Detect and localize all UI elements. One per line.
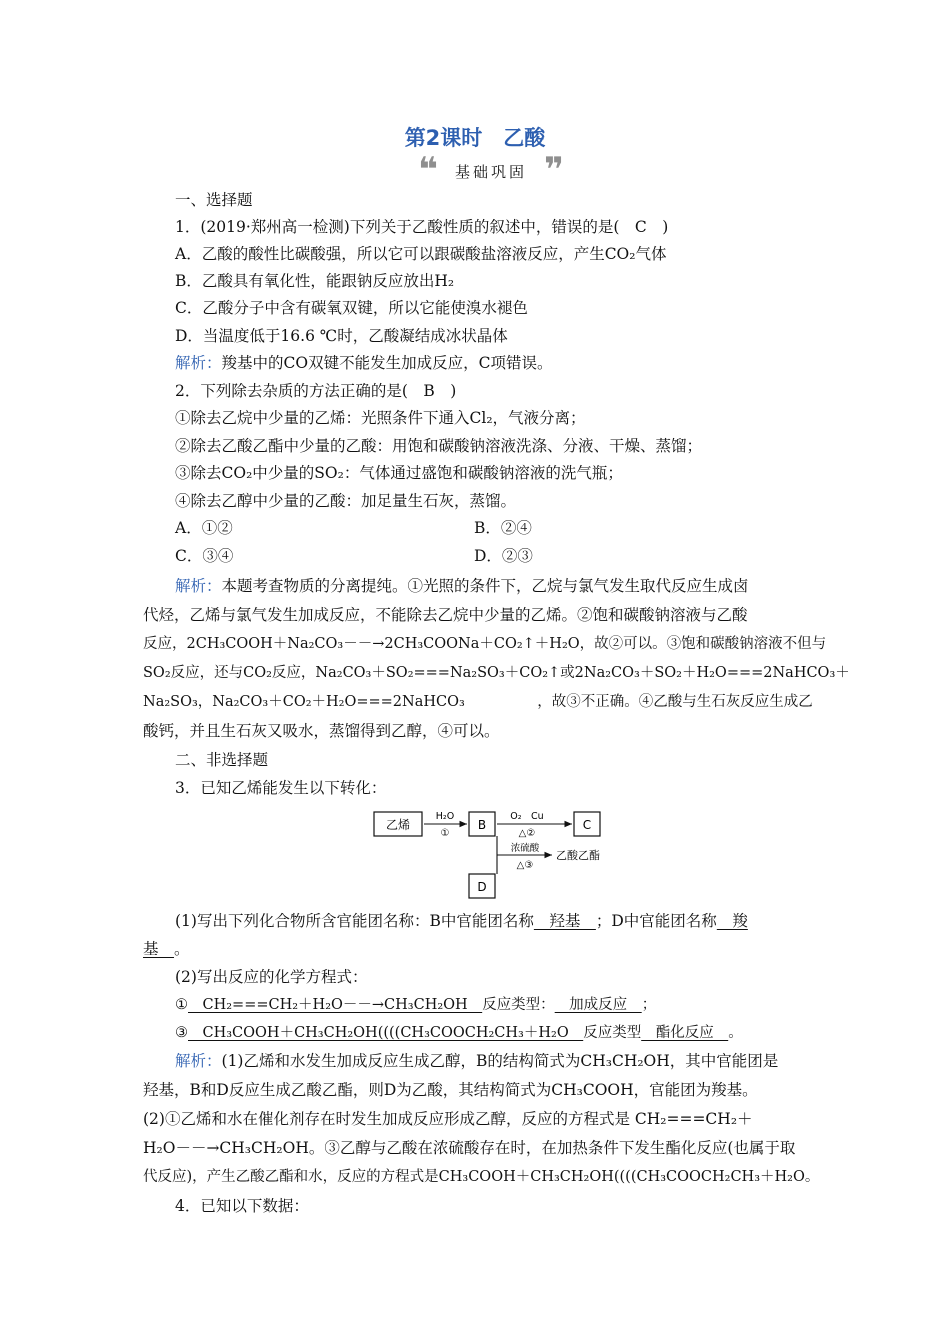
question-stem: 1．(2019·郑州高一检测)下列关于乙酸性质的叙述中，错误的是( C ) (175, 218, 669, 236)
explanation-text: 酸钙，并且生石灰又吸水，蒸馏得到乙醇，④可以。 (143, 722, 500, 740)
section-banner (418, 150, 564, 190)
explanation-text: 本题考查物质的分离提纯。①光照的条件下，乙烷与氯气发生取代反应生成卤 (221, 577, 749, 595)
reaction-type-3-answer: 酯化反应 (641, 1025, 729, 1041)
equation-1-answer: CH₂===CH₂＋H₂O－－→CH₃CH₂OH (188, 997, 483, 1013)
svg-text:B: B (477, 818, 487, 832)
answer-d-group: 羧 (716, 912, 748, 930)
reaction-type-1-answer: 加成反应 (554, 997, 642, 1013)
explanation-text: 羟基，B和D反应生成乙酸乙酯，则D为乙酸，其结构简式为CH₃COOH，官能团为羧基。 (143, 1081, 758, 1099)
explanation-text: (2)①乙烯和水在催化剂存在时发生加成反应形成乙醇，反应的方程式是 CH₂===CH₂＋ (143, 1110, 753, 1128)
answer-d-group-cont: 基 (143, 940, 175, 958)
option-a: A．①② (175, 519, 233, 537)
statement-1: ①除去乙烷中少量的乙烯：光照条件下通入Cl₂，气液分离； (175, 409, 586, 427)
arrow-reaction-2 (497, 811, 572, 839)
explanation (175, 1051, 778, 1071)
option-c: C．乙酸分子中含有碳氧双键，所以它能使溴水褪色 (175, 299, 528, 317)
page-title: 第2课时 乙酸 (404, 126, 546, 150)
node-ethylene (374, 812, 422, 836)
explanation-text: (1)乙烯和水发生加成反应生成乙醇，B的结构简式为CH₃CH₂OH，其中官能团是 (221, 1052, 779, 1070)
explanation (175, 576, 749, 596)
banner-label: 基础巩固 (454, 163, 527, 181)
explanation-text: H₂O－－→CH₃CH₂OH。③乙醇与乙酸在浓硫酸存在时，在加热条件下发生酯化反应(也属于取 (143, 1139, 796, 1157)
svg-text:H₂O: H₂O (435, 811, 455, 822)
svg-text:△③: △③ (516, 860, 534, 871)
statement-3: ③除去CO₂中少量的SO₂：气体通过盛饱和碳酸钠溶液的洗气瓶； (175, 464, 623, 482)
explanation-text: SO₂反应，还与CO₂反应，Na₂CO₃＋SO₂===Na₂SO₃＋CO₂↑或2Na₂CO₃＋SO₂＋H₂O===2NaHCO₃＋ (143, 665, 850, 681)
section-heading: 二、非选择题 (175, 751, 269, 769)
question-stem: 4．已知以下数据： (175, 1197, 309, 1215)
question-stem: 3．已知乙烯能发生以下转化： (175, 779, 387, 797)
close-quote-icon: ❞ (544, 150, 564, 190)
arrow-reaction-3 (497, 836, 600, 874)
explanation (175, 353, 552, 373)
arrow-reaction-1 (424, 811, 467, 839)
product-label: 乙酸乙酯 (556, 849, 600, 862)
option-c: C．③④ (175, 547, 234, 565)
equation-3: ③ CH₃COOH＋CH₃CH₂OH((((CH₃COOCH₂CH₃＋H₂O 反应类型 酯化反应 。 (175, 1025, 743, 1041)
statement-2: ②除去乙酸乙酯中少量的乙酸：用饱和碳酸钠溶液洗涤、分液、干燥、蒸馏； (175, 437, 703, 455)
svg-text:△②: △② (518, 828, 536, 839)
option-b: B．乙酸具有氧化性，能跟钠反应放出H₂ (175, 272, 455, 290)
svg-text:D: D (477, 880, 487, 894)
option-b: B．②④ (474, 519, 532, 537)
equation-3-answer: CH₃COOH＋CH₃CH₂OH((((CH₃COOCH₂CH₃＋H₂O (188, 1025, 584, 1041)
part-1-prompt: (1)写出下列化合物所含官能团名称：B中官能团名称 羟基 ；D中官能团名称 羧 (175, 912, 748, 930)
node-c (574, 812, 600, 836)
reaction-flow-diagram (372, 806, 622, 902)
part-2-prompt: (2)写出反应的化学方程式： (175, 968, 368, 986)
explanation-label: 解析： (175, 577, 222, 595)
option-d: D．当温度低于16.6 ℃时，乙酸凝结成冰状晶体 (175, 327, 508, 345)
svg-text:乙烯: 乙烯 (385, 818, 411, 832)
equation-1: ① CH₂===CH₂＋H₂O－－→CH₃CH₂OH 反应类型： 加成反应 ； (175, 997, 657, 1013)
node-b (469, 812, 495, 836)
option-a: A．乙酸的酸性比碳酸强，所以它可以跟碳酸盐溶液反应，产生CO₂气体 (175, 245, 667, 263)
explanation-label: 解析： (175, 354, 222, 372)
explanation-text: Na₂SO₃，Na₂CO₃＋CO₂＋H₂O===2NaHCO₃ ，故③不正确。④乙酸与生石灰反应生成乙 (143, 694, 813, 710)
svg-text:浓硫酸: 浓硫酸 (510, 843, 540, 854)
svg-text:C: C (582, 818, 592, 832)
explanation-text: 代烃，乙烯与氯气发生加成反应，不能除去乙烷中少量的乙烯。②饱和碳酸钠溶液与乙酸 (143, 606, 748, 624)
explanation-label: 解析： (175, 1052, 222, 1070)
question-stem: 2．下列除去杂质的方法正确的是( B ) (175, 382, 457, 400)
node-d (469, 874, 495, 898)
option-d: D．②③ (474, 547, 533, 565)
open-quote-icon: ❝ (418, 150, 438, 190)
explanation-text: 反应，2CH₃COOH＋Na₂CO₃－－→2CH₃COONa＋CO₂↑＋H₂O，故②可以。③饱和碳酸钠溶液不但与 (143, 636, 827, 652)
svg-text:①: ① (440, 828, 450, 839)
explanation-text: 羧基中的CO双键不能发生加成反应，C项错误。 (221, 354, 553, 372)
statement-4: ④除去乙醇中少量的乙酸：加足量生石灰，蒸馏。 (175, 492, 517, 510)
section-heading: 一、选择题 (175, 191, 253, 209)
part-1-continued: 基 。 (143, 940, 190, 958)
explanation-text: 代反应)，产生乙酸乙酯和水，反应的方程式是CH₃COOH＋CH₃CH₂OH((((CH₃COOCH₂CH₃＋H₂O。 (143, 1169, 820, 1185)
answer-b-group: 羟基 (533, 912, 596, 930)
svg-text:O₂ Cu: O₂ Cu (510, 811, 544, 822)
